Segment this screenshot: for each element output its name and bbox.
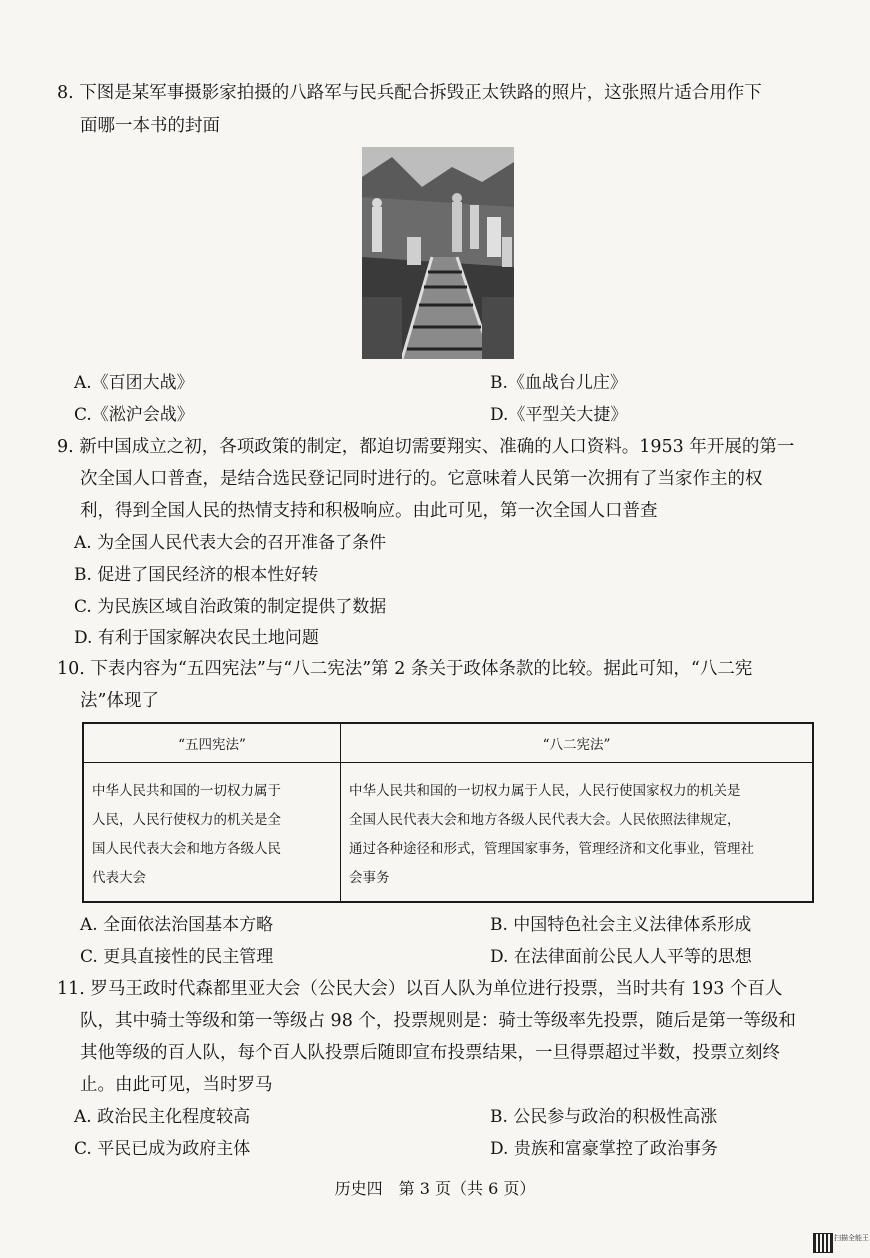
q8-option-c[interactable]: C.《淞沪会战》 [74,405,194,425]
q9-option-a[interactable]: A. 为全国人民代表大会的召开准备了条件 [74,533,387,553]
railway-photo [362,147,514,359]
q11-stem-line-4: 止。由此可见，当时罗马 [80,1075,273,1095]
constitution-comparison-table [82,722,814,903]
table-header-1982: “八二宪法” [341,723,814,763]
table-cell-1954 [83,763,341,903]
table-header-row [83,723,813,763]
qr-code-icon [813,1233,833,1253]
page-footer: 历史四 第 3 页（共 6 页） [334,1179,536,1198]
q11-option-c[interactable]: C. 平民已成为政府主体 [74,1139,251,1159]
q10-stem-line-1: 10. 下表内容为“五四宪法”与“八二宪法”第 2 条关于政体条款的比较。据此可知，“八二宪 [57,659,753,679]
q9-stem-line-2: 次全国人口普查，是结合选民登记同时进行的。它意味着人民第一次拥有了当家作主的权 [80,469,763,489]
q8-stem-line-2: 面哪一本书的封面 [80,116,220,136]
q11-option-a[interactable]: A. 政治民主化程度较高 [74,1107,251,1127]
cell-1954-line-3: 国人民代表大会和地方各级人民 [92,841,281,857]
q9-stem-line-3: 利，得到全国人民的热情支持和积极响应。由此可见，第一次全国人口普查 [80,501,658,521]
q11-option-d[interactable]: D. 贵族和富豪掌控了政治事务 [490,1139,718,1159]
q10-option-b[interactable]: B. 中国特色社会主义法律体系形成 [490,915,752,935]
q8-option-a[interactable]: A.《百团大战》 [74,373,194,393]
q11-stem-line-2: 队，其中骑士等级和第一等级占 98 个，投票规则是：骑士等级率先投票，随后是第一等级和 [80,1011,796,1031]
railway-photo-icon [362,147,514,359]
cell-1982-line-2: 全国人民代表大会和地方各级人民代表大会。人民依照法律规定， [349,812,741,828]
q10-option-a[interactable]: A. 全面依法治国基本方略 [80,915,274,935]
q11-stem-line-1: 11. 罗马王政时代森都里亚大会（公民大会）以百人队为单位进行投票，当时共有 193 个百人 [57,979,783,999]
q8-stem-line-1: 8. 下图是某军事摄影家拍摄的八路军与民兵配合拆毁正太铁路的照片，这张照片适合用作下 [57,83,762,103]
cell-1982-line-4: 会事务 [349,870,390,886]
table-header-1954: “五四宪法” [83,723,341,763]
table-cell-1982 [341,763,814,903]
cell-1982-line-3: 通过各种途径和形式，管理国家事务，管理经济和文化事业，管理社 [349,841,754,857]
q10-stem-line-2: 法”体现了 [80,691,159,711]
q11-stem-line-3: 其他等级的百人队，每个百人队投票后随即宣布投票结果，一旦得票超过半数，投票立刻终 [80,1043,780,1063]
q9-option-d[interactable]: D. 有利于国家解决农民土地问题 [74,628,319,648]
cell-1954-line-1: 中华人民共和国的一切权力属于 [92,783,281,799]
q10-option-c[interactable]: C. 更具直接性的民主管理 [80,947,274,967]
q8-option-d[interactable]: D.《平型关大捷》 [490,405,628,425]
q9-option-b[interactable]: B. 促进了国民经济的根本性好转 [74,565,319,585]
q9-stem-line-1: 9. 新中国成立之初，各项政策的制定，都迫切需要翔实、准确的人口资料。1953 年开展的第一 [57,437,795,457]
cell-1982-line-1: 中华人民共和国的一切权力属于人民，人民行使国家权力的机关是 [349,783,741,799]
cell-1954-line-4: 代表大会 [92,870,146,886]
q8-option-b[interactable]: B.《血战台儿庄》 [490,373,627,393]
scanner-watermark: 扫描全能王 [834,1234,869,1242]
table-row [83,763,813,903]
q11-option-b[interactable]: B. 公民参与政治的积极性高涨 [490,1107,718,1127]
q10-option-d[interactable]: D. 在法律面前公民人人平等的思想 [490,947,752,967]
cell-1954-line-2: 人民，人民行使权力的机关是全 [92,812,281,828]
q9-option-c[interactable]: C. 为民族区域自治政策的制定提供了数据 [74,597,387,617]
